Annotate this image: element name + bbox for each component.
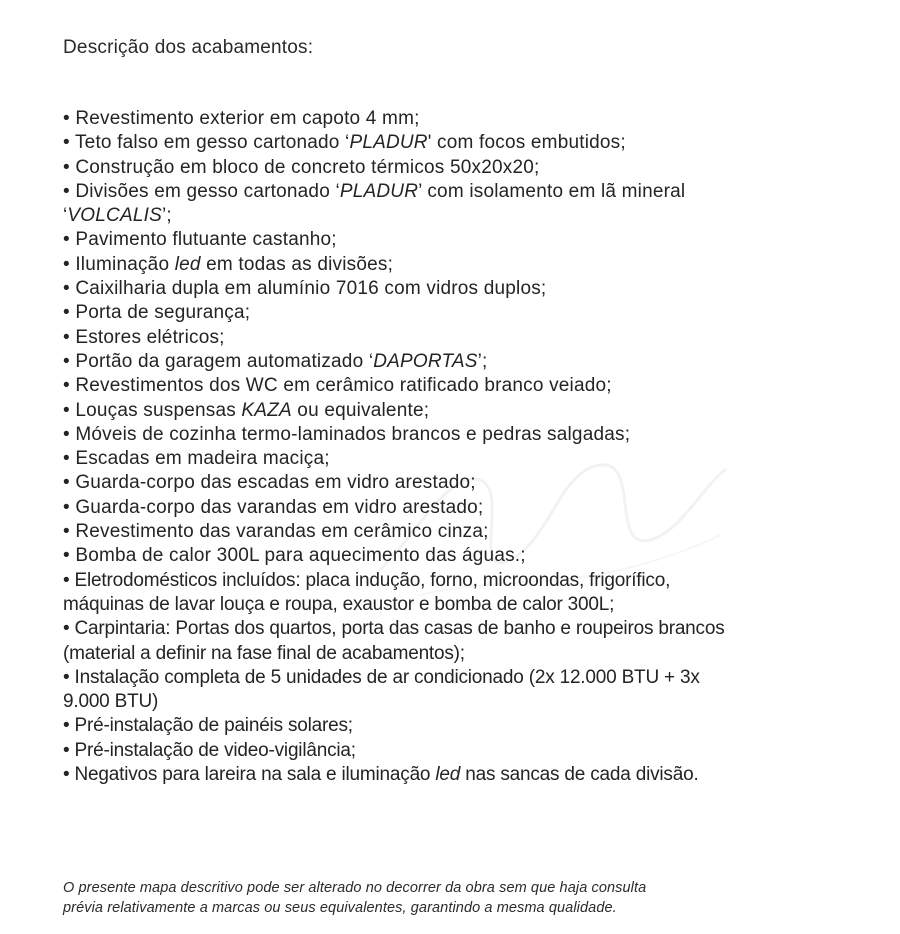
brand-italic-text: PLADUR bbox=[339, 180, 419, 202]
text-segment: • Portão da garagem automatizado ‘ bbox=[63, 350, 374, 372]
text-segment: ‘ bbox=[63, 205, 68, 227]
text-segment: • Porta de segurança; bbox=[63, 302, 251, 324]
list-line bbox=[63, 301, 725, 325]
text-segment: em todas as divisões; bbox=[200, 253, 394, 275]
text-segment: • Guarda-corpo das varandas em vidro arestado; bbox=[63, 496, 484, 518]
text-segment: • Bomba de calor 300L para aquecimento das águas.; bbox=[63, 545, 526, 567]
text-segment: • Pavimento flutuante castanho; bbox=[63, 229, 337, 251]
list-line bbox=[63, 447, 725, 471]
text-segment: • Caixilharia dupla em alumínio 7016 com vidros duplos; bbox=[63, 278, 547, 300]
list-line bbox=[63, 617, 725, 641]
text-segment: • Pré-instalação de video-vigilância; bbox=[63, 739, 356, 761]
text-segment: ou equivalente; bbox=[291, 399, 430, 421]
list-line bbox=[63, 399, 725, 423]
brand-italic-text: DAPORTAS bbox=[373, 350, 478, 372]
list-line bbox=[63, 593, 725, 617]
brand-italic-text: led bbox=[174, 253, 201, 275]
text-segment: • Escadas em madeira maciça; bbox=[63, 448, 330, 470]
list-line bbox=[63, 763, 725, 787]
page-title: Descrição dos acabamentos: bbox=[63, 37, 314, 58]
brand-italic-text: led bbox=[435, 764, 461, 786]
text-segment: • Revestimentos dos WC em cerâmico ratificado branco veiado; bbox=[63, 375, 612, 397]
text-segment: ’; bbox=[477, 350, 488, 372]
text-segment: • Divisões em gesso cartonado ‘ bbox=[63, 180, 340, 202]
disclaimer-note bbox=[63, 879, 646, 918]
text-segment: • Revestimento exterior em capoto 4 mm; bbox=[63, 108, 420, 129]
list-line bbox=[63, 131, 725, 155]
brand-italic-text: VOLCALIS bbox=[67, 205, 162, 227]
text-segment: • Negativos para lareira na sala e iluminação bbox=[63, 764, 436, 786]
list-line bbox=[63, 253, 725, 277]
text-segment: ’; bbox=[161, 205, 172, 227]
list-line bbox=[63, 642, 725, 666]
text-segment: • Teto falso em gesso cartonado ‘ bbox=[63, 132, 350, 154]
list-line bbox=[63, 350, 725, 374]
list-line bbox=[63, 277, 725, 301]
text-segment: • Guarda-corpo das escadas em vidro arestado; bbox=[63, 472, 476, 494]
list-line bbox=[63, 739, 725, 763]
text-segment: ’ com isolamento em lã mineral bbox=[418, 180, 686, 202]
text-segment: • Carpintaria: Portas dos quartos, porta das casas de banho e roupeiros brancos bbox=[63, 618, 725, 640]
list-line bbox=[63, 471, 725, 495]
text-segment: nas sancas de cada divisão. bbox=[460, 764, 699, 786]
list-line bbox=[63, 520, 725, 544]
disclaimer-line: prévia relativamente a marcas ou seus equivalentes, garantindo a mesma qualidade. bbox=[63, 899, 617, 916]
text-segment: máquinas de lavar louça e roupa, exaustor e bomba de calor 300L; bbox=[63, 593, 615, 615]
text-segment: • Eletrodomésticos incluídos: placa indução, forno, microondas, frigorífico, bbox=[63, 569, 671, 591]
text-segment: • Iluminação bbox=[63, 253, 175, 275]
list-line bbox=[63, 544, 725, 568]
list-line bbox=[63, 714, 725, 738]
text-segment: • Revestimento das varandas em cerâmico cinza; bbox=[63, 521, 489, 543]
list-line bbox=[63, 496, 725, 520]
list-line bbox=[63, 156, 725, 180]
text-segment: 9.000 BTU) bbox=[63, 691, 159, 713]
list-line bbox=[63, 204, 725, 228]
list-line bbox=[63, 180, 725, 204]
brand-italic-text: PLADUR bbox=[349, 132, 428, 154]
list-line bbox=[63, 690, 725, 714]
text-segment: • Louças suspensas bbox=[63, 399, 242, 421]
list-line bbox=[63, 107, 725, 131]
text-segment: • Instalação completa de 5 unidades de ar condicionado (2x 12.000 BTU + 3x bbox=[63, 666, 700, 688]
text-segment: • Estores elétricos; bbox=[63, 326, 225, 348]
list-line bbox=[63, 228, 725, 252]
brand-italic-text: KAZA bbox=[241, 399, 292, 421]
disclaimer-line: O presente mapa descritivo pode ser alterado no decorrer da obra sem que haja consulta bbox=[63, 880, 647, 896]
list-line bbox=[63, 423, 725, 447]
text-segment: (material a definir na fase final de acabamentos); bbox=[63, 642, 465, 664]
text-segment: • Pré-instalação de painéis solares; bbox=[63, 715, 353, 737]
list-line bbox=[63, 569, 725, 593]
list-line bbox=[63, 326, 725, 350]
list-line bbox=[63, 666, 725, 690]
text-segment: ' com focos embutidos; bbox=[427, 132, 626, 154]
text-segment: • Construção em bloco de concreto térmicos 50x20x20; bbox=[63, 156, 540, 178]
text-segment: • Móveis de cozinha termo-laminados brancos e pedras salgadas; bbox=[63, 423, 631, 445]
finishes-list bbox=[63, 107, 725, 787]
list-line bbox=[63, 374, 725, 398]
